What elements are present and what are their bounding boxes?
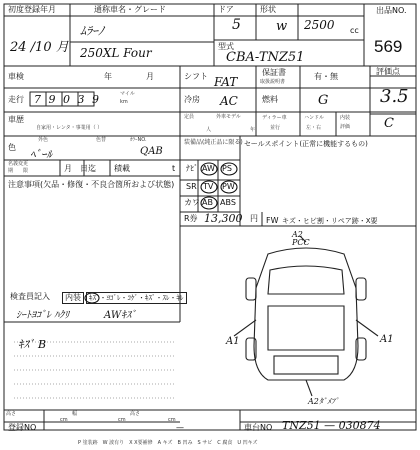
history-sub-label: 自家用・レンタ・事業用（ ）	[36, 125, 103, 131]
mileage-unit-value: km	[120, 99, 128, 105]
inspector-label: 検査員記入	[10, 292, 50, 301]
inspection-label: 車検	[8, 72, 24, 81]
equipment-ab: AB	[202, 198, 213, 207]
cc-label: cc	[350, 26, 359, 35]
equipment-nav: ﾅﾋﾞ	[186, 164, 198, 173]
ac-label: 冷房	[184, 95, 200, 104]
color-no-value: QAB	[140, 146, 163, 157]
deadline-label: 期 限	[8, 168, 29, 174]
recycle-unit: 円	[250, 214, 258, 223]
chassis-value: TNZ51 — 030874	[282, 419, 381, 432]
mileage-value: 7 9 0 3 9	[34, 93, 101, 106]
model-year-label: 外車モデル	[216, 114, 241, 120]
lot-label: 出品NO.	[376, 6, 407, 15]
length-label: 高さ	[130, 411, 141, 417]
grade-value: 3.5	[380, 86, 409, 107]
model-year-unit: 年	[250, 127, 256, 133]
inspector-interior-tag: 内装	[62, 292, 84, 304]
length-unit: cm	[168, 417, 176, 423]
capacity-label: 定員	[184, 114, 195, 120]
mileage-unit-label: マイル	[120, 91, 135, 97]
equipment-title: 装備品(純正品に限る)	[184, 139, 243, 146]
equipment-tv: TV	[203, 182, 214, 191]
model-value: CBA-TNZ51	[226, 50, 305, 65]
shape-value: w	[276, 19, 288, 34]
diagram-mark-a2-bottom: A2ﾀﾞﾒﾌﾟ	[308, 397, 339, 406]
interior-sub-label: 評価	[340, 124, 351, 130]
shift-value: FAT	[214, 75, 238, 89]
color-sub-3: ｶﾗｰNO.	[130, 137, 147, 143]
grade-value: 250XL Four	[80, 46, 152, 60]
diagram-mark-pcc: PCC	[292, 238, 310, 247]
equipment-ps: PS	[222, 164, 232, 173]
fuel-label: 燃料	[262, 95, 278, 104]
footer-legend: P 塗装跡 W 波有り X X要補修 A キズ B 凹み S サビ C 腐食 U 凹キズ	[78, 440, 258, 446]
equipment-leather: カワ	[184, 198, 200, 207]
doors-label: ドア	[218, 5, 234, 14]
mileage-label: 走行	[8, 95, 24, 104]
warranty-options: 有・無	[314, 72, 338, 81]
chassis-label: 車台NO	[244, 423, 273, 432]
displacement-value: 2500	[304, 18, 335, 32]
car-name-label: 通称車名・グレード	[94, 5, 166, 14]
color-label: 色	[8, 143, 16, 152]
recycle-label: R券	[184, 214, 198, 223]
shape-label: 形状	[260, 5, 276, 14]
ac-value: AC	[220, 94, 238, 108]
diagram-mark-a2-top: A2	[292, 230, 303, 239]
width-unit: cm	[118, 417, 126, 423]
notes-label: 注意事項(欠品・修復・不良合箇所および状態)	[8, 180, 175, 189]
first-registration-label: 初度登録年月	[8, 5, 56, 14]
first-registration-value: 24 /10 月	[10, 40, 69, 55]
color-value: ﾍﾞｰﾙ	[30, 148, 52, 161]
color-sub-2: 色替	[96, 137, 107, 143]
history-label: 車歴	[8, 115, 24, 124]
color-sub-1: 外色	[38, 137, 49, 143]
damage-legend: キズ・ヒビ割・リペア跡・X要	[282, 217, 378, 225]
interior-value: C	[384, 116, 394, 131]
fuel-value: G	[318, 93, 329, 108]
lot-number: 569	[374, 37, 403, 56]
height-unit: cm	[60, 417, 68, 423]
inspection-year-label: 年	[104, 72, 112, 81]
car-outline-diagram	[234, 236, 378, 396]
inspector-note-2: ｷｽﾞ B	[18, 338, 47, 351]
inspection-month-label: 月	[146, 72, 154, 81]
equipment-abs: ABS	[220, 198, 236, 207]
selling-points-title: セールスポイント(正常に機能するもの)	[244, 140, 368, 148]
equipment-aw: AW	[202, 164, 215, 173]
registration-label: 登録NO	[8, 423, 37, 432]
inspector-note-1: ｼｰﾄﾖｺﾞﾚ ﾊｸﾘ	[16, 310, 70, 321]
car-name-value: ﾑﾗｰﾉ	[80, 24, 105, 38]
diagram-mark-a1-left: A1	[226, 336, 240, 347]
capacity-unit: 人	[206, 127, 212, 133]
inspector-note-1b: AWｷｽﾞ	[104, 310, 137, 321]
interior-label: 内装	[340, 115, 351, 121]
dealer-label: ディラー車	[262, 115, 287, 121]
dealer-sub-label: 並行	[270, 125, 281, 131]
loaded-label: 積載	[114, 164, 130, 173]
model-label: 型式	[218, 42, 234, 51]
registration-dash: —	[176, 423, 184, 432]
grade-label: 評価点	[376, 67, 400, 76]
handle-label: ハンドル	[304, 115, 325, 121]
shift-label: シフト	[184, 72, 208, 81]
recycle-value: 13,300	[204, 212, 243, 225]
ton-label: t	[172, 164, 176, 173]
doors-value: 5	[232, 17, 241, 33]
handle-value: 左・右	[306, 125, 322, 131]
month-day-label: 月 日迄	[64, 164, 96, 173]
equipment-pw: PW	[222, 182, 235, 191]
warranty-sub-label: 取扱説明書	[260, 79, 286, 85]
equipment-sr: SR	[186, 182, 197, 191]
width-label: 幅	[72, 411, 78, 417]
warranty-label: 保証書	[262, 68, 286, 77]
diagram-mark-a1-right: A1	[380, 334, 394, 345]
inspector-options: ｷｽﾞ・ﾖｺﾞﾚ・ｺｹﾞ・ｷｽﾞ・ｽﾚ・ｷﾚ	[86, 292, 187, 304]
height-label: 高さ	[6, 411, 17, 417]
fw-label: FW	[266, 216, 279, 225]
name-change-label: 名義変更	[8, 161, 29, 167]
